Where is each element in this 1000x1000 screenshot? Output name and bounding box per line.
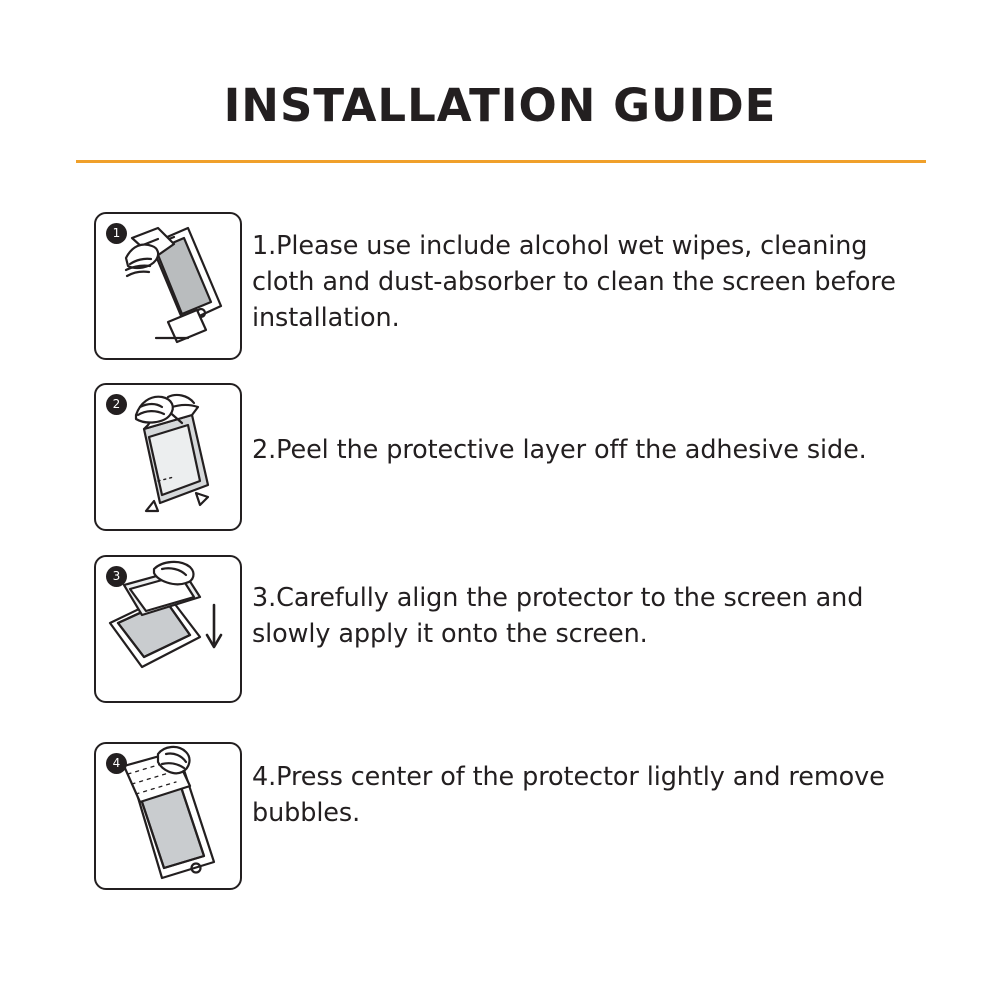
step-illustration-2	[94, 383, 242, 531]
step-number-2: 2.	[252, 435, 277, 465]
step-number-4: 4.	[252, 762, 277, 792]
step-badge-4: 4	[106, 753, 127, 774]
step-body-1: Please use include alcohol wet wipes, cleaning cloth and dust-absorber to clean the screen before installation.	[252, 231, 896, 333]
step-badge-3: 3	[106, 566, 127, 587]
step-illustration-1	[94, 212, 242, 360]
title-divider	[76, 160, 926, 163]
step-text-1	[252, 228, 932, 336]
page-title-container	[0, 78, 1000, 134]
step-body-3: Carefully align the protector to the screen and slowly apply it onto the screen.	[252, 583, 864, 649]
step-number-1: 1.	[252, 231, 277, 261]
step-text-4	[252, 759, 932, 831]
step-body-4: Press center of the protector lightly and remove bubbles.	[252, 762, 885, 828]
step-badge-2: 2	[106, 394, 127, 415]
step-illustration-3	[94, 555, 242, 703]
step-body-2: Peel the protective layer off the adhesive side.	[276, 435, 867, 465]
step-text-2	[252, 432, 932, 468]
step-text-3	[252, 580, 932, 652]
step-illustration-4	[94, 742, 242, 890]
page-title: INSTALLATION GUIDE	[223, 79, 777, 132]
step-badge-1: 1	[106, 223, 127, 244]
step-number-3: 3.	[252, 583, 277, 613]
